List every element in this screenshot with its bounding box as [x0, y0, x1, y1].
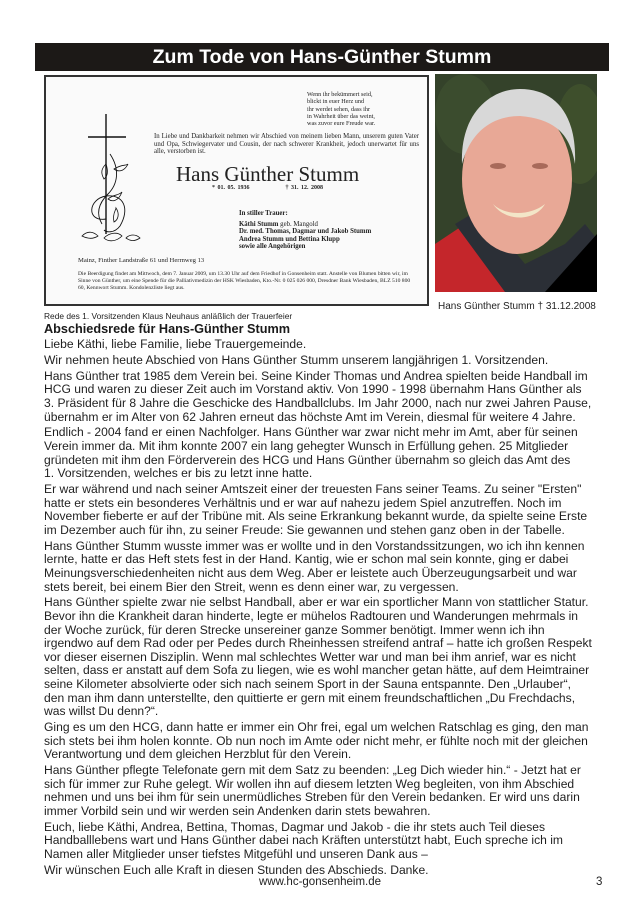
mourner-line [239, 236, 371, 244]
obituary-notice [44, 75, 429, 306]
mourner-line [239, 243, 371, 251]
speech-paragraph: Hans Günther pflegte Telefonate gern mit dem Satz zu beenden: „Leg Dich wieder hin.“ - Jetzt hat er sich für immer zur Ruhe gelegt. Wir wollen ihn auf diesem letzten Weg begleiten, von ihm Abschied nehmen und uns bei ihm für sein unermüdliches Streben für den Verein bedanken. Er wird uns darin immer Vorbild sein und wir werden sein Andenken darin stets bewahren. [44, 763, 581, 818]
mourner-name: sowie alle Angehörigen [239, 243, 306, 251]
mourner-name: Dr. med. Thomas, Dagmar und Jakob Stumm [239, 228, 372, 236]
mourners-block [239, 210, 371, 251]
speech-paragraph: Wir wünschen Euch alle Kraft in diesen Stunden des Abschieds. Danke. [44, 862, 429, 877]
death-date: † 31. 12. 2008 [285, 185, 323, 191]
speech-paragraph: Ging es um den HCG, dann hatte er immer ein Ohr frei, egal um welchen Ratschlag es ging, den man sich stets bei ihm holen konnte. Ob nun noch im Amte oder nicht mehr, er fühlte noch mit der gleichen Verantwortung und dem gleichen Herzblut für den Verein. [44, 720, 589, 762]
speech-paragraph: Hans Günther trat 1985 dem Verein bei. Seine Kinder Thomas und Andrea spielten beide Handball im HCG und waren zu dieser Zeit auch im Vorstand aktiv. Von 1990 - 1998 übernahm Hans Günther als 3. Präsident für 8 Jahre die Geschicke des Handballclubs. Im Jahr 2000, nach nur zwei Jahren Pause, übernahm er im Alter von 62 Jahren erneut das höchste Amt im Verein, diesmal für weitere 4 Jahre. [44, 368, 592, 424]
speech-paragraph: Wir nehmen heute Abschied von Hans Günther Stumm unserem langjährigen 1. Vorsitzenden. [44, 352, 549, 367]
speech-body [44, 338, 614, 880]
page-title: Zum Tode von Hans-Günther Stumm [35, 43, 609, 71]
family-address: Mainz, Finther Landstraße 61 und Herrnweg 13 [78, 257, 205, 264]
photo-caption: Hans Günther Stumm † 31.12.2008 [438, 301, 596, 312]
mourner-line [239, 228, 371, 236]
speech-paragraph: Endlich - 2004 fand er einen Nachfolger. Hans Günther war zwar nicht mehr im Amt, aber für seinen Verein immer da. Mit ihm konnte 2007 ein lang gehegter Wunsch in Erfüllung gehen. 25 Mitglieder gründeten mit ihm den Förderverein des HCG und Hans Günther übernahm so gleich das Amt des 1. Vorsitzenden, welches er bis zu letzt inne hatte. [44, 425, 578, 481]
cross-with-vine-icon [78, 114, 158, 254]
portrait-photo [435, 74, 597, 292]
speech-attribution: Rede des 1. Vorsitzenden Klaus Neuhaus anläßlich der Trauerfeier [44, 311, 293, 321]
mourners-heading: In stiller Trauer: [239, 210, 288, 217]
notice-intro: In Liebe und Dankbarkeit nehmen wir Abschied von meinem lieben Mann, unserem guten Vater und Opa, Schwiegervater und Cousin, der nach schwerer Krankheit, jedoch unerwartet für uns alle, verstorben ist. [154, 133, 419, 156]
mourner-line [239, 221, 371, 229]
mourner-note: geb. Mangold [278, 220, 318, 228]
deceased-name: Hans Günther Stumm [176, 162, 360, 186]
speech-paragraph: Hans Günther Stumm wusste immer was er wollte und in den Vorstandssitzungen, wo ich ihn kennen lernte, hatte er das Heft stets fest in der Hand. Kantig, wie er schon mal sein konnte, ging er dabei Meinungsverschiedenheiten nicht aus dem Weg. Aber er leistete auch Überzeugungsarbeit und war stets bereit, bei einem Bier den Streit, wenn es denn einer war, zu vergessen. [44, 538, 585, 594]
speech-paragraph: Er war während und nach seiner Amtszeit einer der treuesten Fans seiner Teams. Zu seiner "Ersten" hatte er stets ein besonderes Verhältnis und er war auf nahezu jedem Spiel anzutreffen. Noch im November fieberte er auf der Tribüne mit. Als seine Erkrankung bekannt wurde, da spielte seine Erste im Dezember auch für ihn, zu seiner Freude: Sie gewannen und stehen ganz oben in der Tabelle. [44, 482, 588, 537]
page-number: 3 [596, 876, 603, 888]
speech-paragraph: Liebe Käthi, liebe Familie, liebe Trauergemeinde. [44, 337, 307, 351]
speech-paragraph: Euch, liebe Käthi, Andrea, Bettina, Thomas, Dagmar und Jakob - die ihr stets auch Teil dieses Handballlebens wart und Hans Günther dabei nach Kräften unterstützt habt, Euch spreche ich im Namen aller Mitglieder unser tiefstes Mitgefühl und unseren Dank aus – [44, 819, 563, 862]
poem-text: Wenn ihr bekümmert seid, blickt in euer Herz und ihr werdet sehen, dass ihr in Wahrheit über das weint, was zuvor eure Freude war. [307, 91, 376, 128]
footer-website-link[interactable]: www.hc-gonsenheim.de [258, 876, 382, 888]
funeral-details: Die Beerdigung findet am Mittwoch, dem 7. Januar 2009, um 13.30 Uhr auf dem Friedhof in Gonsenheim statt. Anstelle von Blumen bitten wir, im Sinne von Günther, um eine Spende für die Palliativmedizin der HSK Wiesbaden, Kto.-Nr. 0 025 026 000, Dresdner Bank Wiesbaden, BLZ 510 800 60, Kennwort Stumm. Kondolenzliste liegt aus. [78, 271, 411, 291]
portrait-illustration [435, 74, 597, 292]
birth-date: * 01. 05. 1936 [212, 185, 250, 191]
life-dates [212, 185, 323, 191]
mourner-name: Käthi Stumm [239, 220, 279, 228]
speech-heading: Abschiedsrede für Hans-Günther Stumm [44, 322, 291, 336]
mourner-name: Andrea Stumm und Bettina Klupp [239, 235, 340, 243]
speech-paragraph: Hans Günther spielte zwar nie selbst Handball, aber er war ein sportlicher Mann von stattlicher Statur. Bevor ihn die Krankheit daran hinderte, legte er mühelos Radtouren und Wanderungen mehrmals in der Woche zurück, für deren Strecke unsereiner ganze Sommer benötigt. Immer wenn ich ihn irgendwo auf dem Rad oder per Pedes durch Rheinhessen streifend antraf – hatte ich großen Respekt vor dieser eisernen Disziplin. Wenn mal schlechtes Wetter war und man bei ihm anrief, war es nicht selten, dass er anstatt auf dem Sofa zu liegen, wie es wohl mancher getan hätte, auf dem Heimtrainer seine Kilometer absolvierte oder sich nach seinem Sport in der Sauna entspannte. Den „Urlauber“, den man ihm dann unterstellte, den quittierte er gern mit einem freundschaftlichen „Du Frechdachs, was willst Du denn?“. [44, 595, 592, 719]
